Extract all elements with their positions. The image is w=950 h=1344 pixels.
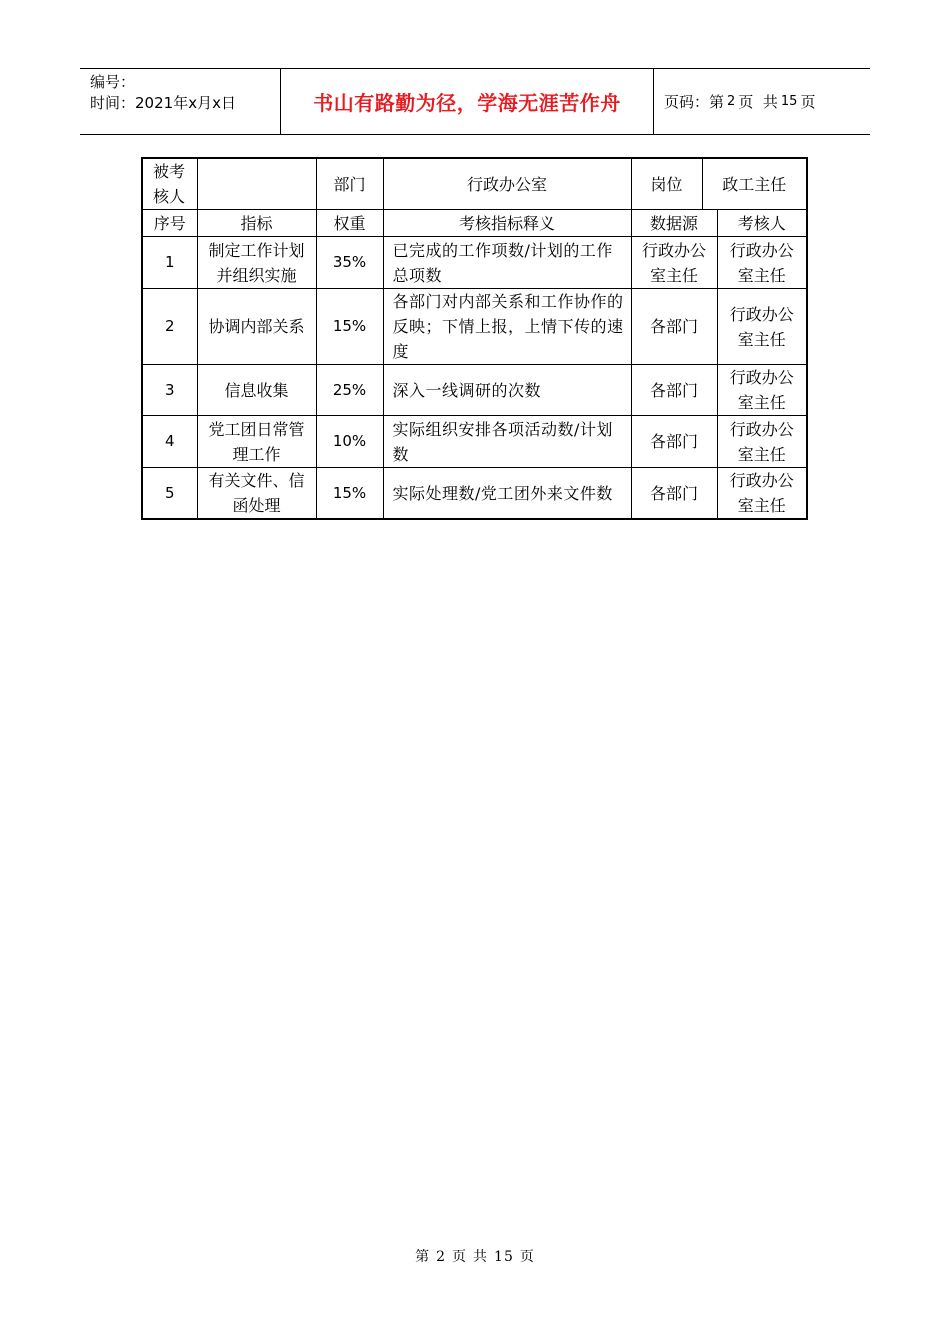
row-no: 1 (142, 237, 197, 289)
post-cell (631, 158, 807, 210)
row-assessor: 行政办公室主任 (717, 365, 807, 416)
assessee-value (197, 158, 316, 210)
col-header-assessor: 考核人 (717, 210, 807, 237)
dept-value: 行政办公室 (383, 158, 631, 210)
col-header-indicator: 指标 (197, 210, 316, 237)
header-meta (80, 69, 281, 134)
row-weight: 15% (316, 468, 383, 520)
info-row (142, 158, 807, 210)
col-header-source: 数据源 (631, 210, 717, 237)
row-indicator: 协调内部关系 (197, 289, 316, 365)
row-source: 各部门 (631, 289, 717, 365)
footer-total-unit: 页 (519, 1249, 535, 1265)
assessee-label: 被考核人 (142, 158, 197, 210)
row-assessor: 行政办公室主任 (717, 416, 807, 468)
col-header-no: 序号 (142, 210, 197, 237)
motto: 书山有路勤为径，学海无涯苦作舟 (281, 69, 654, 134)
row-no: 3 (142, 365, 197, 416)
row-desc: 已完成的工作项数/计划的工作总项数 (383, 237, 631, 289)
page-number: 2 (727, 94, 736, 109)
code-label: 编号： (90, 73, 136, 91)
row-weight: 10% (316, 416, 383, 468)
row-no: 4 (142, 416, 197, 468)
row-source: 各部门 (631, 416, 717, 468)
row-desc: 实际组织安排各项活动数/计划数 (383, 416, 631, 468)
footer-unit: 页 (452, 1249, 468, 1265)
row-assessor: 行政办公室主任 (717, 237, 807, 289)
time-value: 2021年x月x日 (135, 94, 236, 112)
page-unit: 页 (738, 93, 754, 111)
column-header-row (142, 210, 807, 237)
footer-total-prefix: 共 (473, 1249, 489, 1265)
footer-total: 15 (494, 1249, 514, 1265)
col-header-weight: 权重 (316, 210, 383, 237)
table-row (142, 237, 807, 289)
row-source: 行政办公室主任 (631, 237, 717, 289)
row-weight: 35% (316, 237, 383, 289)
row-desc: 各部门对内部关系和工作协作的反映；下情上报，上情下传的速度 (383, 289, 631, 365)
table-row (142, 289, 807, 365)
time-line (90, 93, 280, 114)
row-weight: 15% (316, 289, 383, 365)
total-unit: 页 (800, 93, 816, 111)
row-desc: 深入一线调研的次数 (383, 365, 631, 416)
row-indicator: 有关文件、信函处理 (197, 468, 316, 520)
col-header-desc: 考核指标释义 (383, 210, 631, 237)
page-header (80, 68, 870, 135)
row-no: 5 (142, 468, 197, 520)
post-value: 政工主任 (722, 174, 787, 194)
row-indicator: 制定工作计划并组织实施 (197, 237, 316, 289)
row-assessor: 行政办公室主任 (717, 289, 807, 365)
row-source: 各部门 (631, 365, 717, 416)
time-label: 时间： (90, 94, 136, 112)
row-assessor: 行政办公室主任 (717, 468, 807, 520)
total-prefix: 共 (762, 93, 778, 111)
table-row (142, 365, 807, 416)
row-no: 2 (142, 289, 197, 365)
row-indicator: 信息收集 (197, 365, 316, 416)
assessment-table (141, 157, 808, 520)
table-row (142, 468, 807, 520)
page-label: 页码： (664, 93, 710, 111)
dept-label: 部门 (316, 158, 383, 210)
footer-page: 2 (436, 1249, 447, 1265)
header-page-info (654, 69, 870, 134)
footer-prefix: 第 (415, 1249, 431, 1265)
table-row (142, 416, 807, 468)
row-source: 各部门 (631, 468, 717, 520)
post-label: 岗位 (632, 159, 703, 209)
row-weight: 25% (316, 365, 383, 416)
total-pages: 15 (780, 94, 798, 109)
row-desc: 实际处理数/党工团外来文件数 (383, 468, 631, 520)
page-prefix: 第 (709, 93, 725, 111)
page-footer (0, 1246, 950, 1266)
row-indicator: 党工团日常管理工作 (197, 416, 316, 468)
